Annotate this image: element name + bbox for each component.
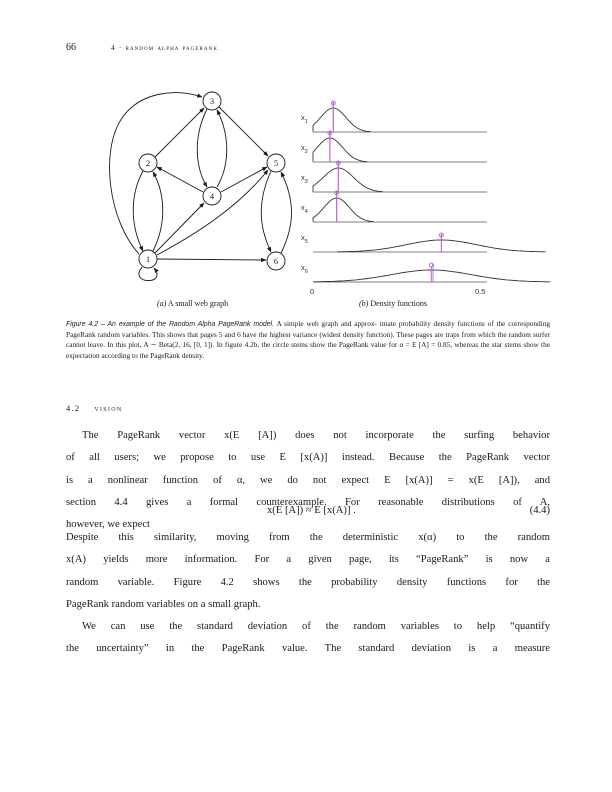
paragraph-2 (66, 527, 550, 661)
edge-1-1 (139, 267, 157, 281)
graph-node-6 (267, 252, 285, 270)
series-label: $x_3$ (301, 173, 308, 185)
paragraph-1 (66, 425, 550, 536)
graph-node-3 (203, 92, 221, 110)
subcaption-b (359, 299, 427, 308)
density-plots (301, 101, 550, 296)
series-label: $x_5$ (301, 233, 308, 245)
text-line: PageRank random variables on a small graph. (66, 598, 261, 610)
figure-caption (66, 319, 550, 361)
caption-line: figure 4.2b, the circle stems show the PageRank value for α = E [A] = 0.85, whereas the star (224, 340, 503, 350)
svg-text:5: 5 (273, 158, 279, 168)
section-number: 4.2 (66, 404, 81, 413)
edge-5-6 (261, 171, 271, 252)
star-stem-marker (432, 264, 434, 266)
edge-1-2 (153, 172, 163, 251)
edge-1-6 (157, 259, 266, 260)
edge-1-3 (110, 93, 202, 254)
density-x2 (301, 131, 487, 162)
graph-node-4 (203, 187, 221, 205)
text-line: section 4.4 gives a formal counterexample. For reasonable distributions of A, (66, 496, 550, 508)
edge-1-5 (157, 170, 268, 255)
section-title: vision (94, 404, 123, 413)
star-stem-marker (337, 162, 339, 164)
caption-line: shows that pages 5 and 6 have the highest variance (widest density function). These pages (166, 330, 433, 340)
edge-6-5 (281, 172, 292, 253)
caption-line: imate probability density functions of the corresponding PageRank random variables. This (66, 319, 551, 340)
subcaption-b-text: Density functions (370, 299, 427, 308)
subcaption-b-label: (b) (359, 299, 369, 308)
text-line: however, we expect (66, 519, 150, 531)
svg-text:6: 6 (273, 256, 279, 266)
text-line: random variable. Figure 4.2 shows the probability density functions for the (66, 576, 550, 588)
density-x5 (301, 233, 546, 252)
star-stem-marker (336, 192, 338, 194)
section-heading (66, 404, 123, 413)
density-x3 (301, 161, 487, 192)
density-x4 (301, 191, 487, 222)
equation-body: x(E [A]) ≈ E [x(A)] . (267, 505, 356, 516)
web-graph (110, 93, 292, 281)
caption-line: are traps from which the random surfer cannot leave. In this plot, A ∼ Beta(2, 16, [0, 1]). In (66, 330, 550, 350)
text-line: The PageRank vector x(E [A]) does not incorporate the surfing behavior (82, 430, 550, 441)
x-tick-label: 0 (310, 287, 315, 296)
caption-lead: Figure 4.2 – An example of the Random Alpha PageRank model. (66, 321, 275, 328)
subcaption-a-label: (a) (157, 299, 167, 308)
figure-4-2 (0, 0, 612, 300)
edge-3-4 (197, 109, 207, 187)
series-label: $x_1$ (301, 113, 308, 125)
series-label: $x_6$ (301, 263, 308, 275)
series-label: $x_4$ (301, 203, 308, 215)
text-line: We can use the standard deviation of the random variables to help “quantify (82, 621, 550, 633)
graph-node-1 (139, 250, 157, 268)
star-stem-marker (332, 102, 334, 104)
text-line: Despite this similarity, moving from the deterministic x(α) to the random (66, 532, 550, 543)
caption-line: A simple web graph and approx- (276, 319, 377, 328)
edge-4-2 (157, 167, 203, 192)
svg-text:3: 3 (209, 96, 215, 106)
subcaption-a-text: A small web graph (167, 299, 229, 308)
graph-nodes (139, 92, 285, 270)
edge-2-1 (133, 171, 143, 251)
text-line: is a nonlinear function of α, we do not expect E [x(A)] = x(E [A]), and (66, 474, 550, 486)
density-x6 (301, 263, 550, 282)
svg-text:1: 1 (145, 254, 151, 264)
graph-node-2 (139, 154, 157, 172)
edge-4-3 (217, 110, 227, 187)
caption-line: stems show the expectation according to the PageRank density. (66, 340, 550, 360)
star-stem-marker (329, 132, 331, 134)
edge-2-3 (155, 108, 204, 157)
equation-number: (4.4) (529, 505, 550, 516)
series-label: $x_2$ (301, 143, 308, 155)
svg-text:4: 4 (209, 191, 215, 201)
graph-node-5 (267, 154, 285, 172)
star-stem-marker (440, 234, 442, 236)
page-number: 66 (66, 42, 76, 53)
subcaption-a (157, 299, 228, 308)
x-tick-label: 0.5 (475, 287, 486, 296)
text-line: of all users; we propose to use E [x(A)] instead. Because the PageRank vector (66, 452, 550, 464)
text-line: the uncertainty” in the PageRank value. The standard deviation is a measure (66, 643, 550, 655)
svg-text:2: 2 (145, 158, 151, 168)
running-head: 4 · random alpha pagerank (111, 43, 219, 52)
text-line: x(A) yields more information. For a given page, its “PageRank” is now a (66, 554, 550, 566)
density-x1 (301, 101, 487, 132)
